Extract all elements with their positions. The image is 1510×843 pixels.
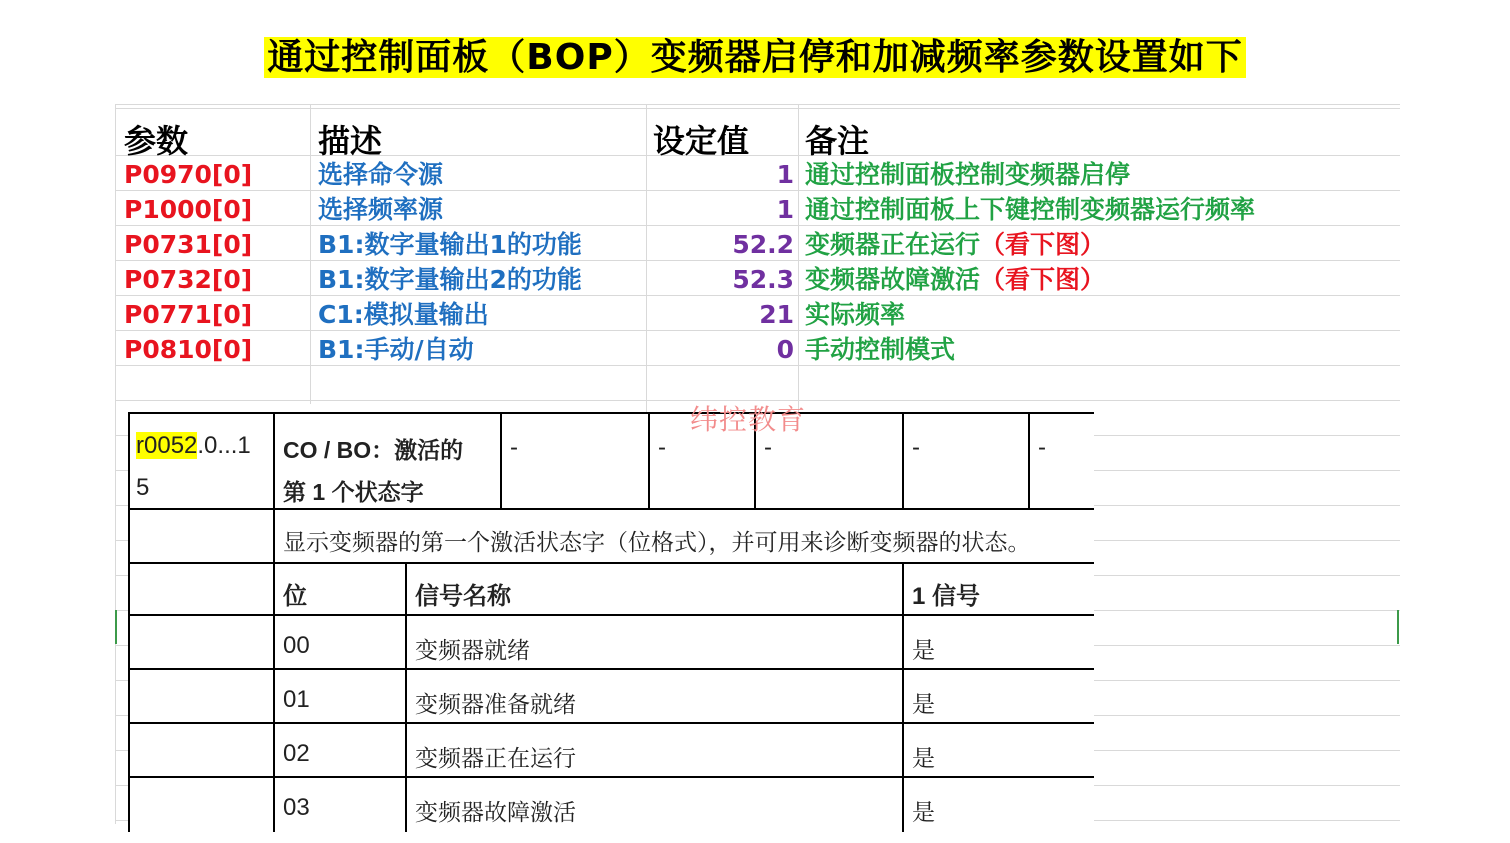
col-one-header: 1 信号 [912,583,981,610]
table-rule [405,562,407,832]
note-text: 通过控制面板控制变频器启停 [805,160,1131,189]
param-code: P0810[0] [124,335,253,364]
table-rule [273,412,275,832]
param-note [805,297,905,332]
header-desc: 描述 [318,122,383,160]
note-text: 变频器故障激活 [805,265,981,294]
note-text: 通过控制面板上下键控制变频器运行频率 [805,195,1256,224]
col-bit-header: 位 [283,583,307,610]
bit-signal: 变频器故障激活 [415,800,576,826]
manual-dash: - [510,434,518,461]
gridline [310,104,311,404]
table-rule [902,562,904,832]
gridline [115,155,1400,156]
param-value: 1 [776,195,794,224]
manual-dash: - [658,434,666,461]
param-code: P0731[0] [124,230,253,259]
table-rule [902,412,904,508]
header-param: 参数 [124,122,189,160]
param-suffix: .0...1 [197,432,251,459]
gridline [115,104,116,824]
gridline [115,108,1400,109]
param-description: 选择命令源 [318,160,444,189]
manual-param-name: CO / BO：激活的 [283,437,464,463]
param-value: 52.3 [732,265,794,294]
bit-signal: 变频器准备就绪 [415,692,576,718]
param-value: 0 [776,335,794,364]
manual-param-id-line2: 5 [136,474,150,501]
manual-dash: - [1038,434,1046,461]
param-code: P0771[0] [124,300,253,329]
param-code: P0732[0] [124,265,253,294]
bit-number: 01 [283,686,310,713]
param-description: B1:手动/自动 [318,335,474,364]
param-note [805,262,1105,297]
bit-number: 00 [283,632,310,659]
param-value: 52.2 [732,230,794,259]
param-value: 21 [759,300,794,329]
param-note [805,157,1130,192]
page-title: 通过控制面板（BOP）变频器启停和加减频率参数设置如下 [264,37,1245,78]
header-value: 设定值 [653,122,750,160]
bit-signal: 变频器就绪 [415,638,530,664]
selection-border [115,610,117,644]
param-code: P0970[0] [124,160,253,189]
param-note [805,332,955,367]
param-note [805,227,1105,262]
page-title-wrap [0,36,1510,80]
bit-signal: 变频器正在运行 [415,746,576,772]
manual-description: 显示变频器的第一个激活状态字（位格式），并可用来诊断变频器的状态。 [283,530,1031,556]
manual-dash: - [764,434,772,461]
watermark: 纬控教育 [690,403,807,436]
table-rule [500,412,502,508]
param-description: B1:数字量输出1的功能 [318,230,582,259]
note-text: 手动控制模式 [805,335,956,364]
col-signal-header: 信号名称 [415,583,511,610]
gridline [115,104,1400,105]
param-highlight: r0052 [136,432,198,459]
param-note [805,192,1255,227]
bit-one: 是 [912,692,935,718]
param-code: P1000[0] [124,195,253,224]
param-description: 选择频率源 [318,195,444,224]
manual-param-name-line2: 第 1 个状态字 [283,479,424,505]
table-rule [648,412,650,508]
manual-param-id [136,432,251,460]
bit-number: 02 [283,740,310,767]
bit-number: 03 [283,794,310,821]
table-rule [1028,412,1030,508]
bit-one: 是 [912,638,935,664]
param-description: C1:模拟量输出 [318,300,489,329]
header-note: 备注 [805,122,870,160]
note-text: 变频器正在运行 [805,230,981,259]
param-value: 1 [776,160,794,189]
bit-one: 是 [912,800,935,826]
bit-one: 是 [912,746,935,772]
manual-dash: - [912,434,920,461]
note-text: 实际频率 [805,300,906,329]
table-rule [128,412,130,832]
param-description: B1:数字量输出2的功能 [318,265,582,294]
manual-excerpt [128,412,1094,832]
note-extra: （看下图） [980,230,1106,259]
note-extra: （看下图） [980,265,1106,294]
selection-border [1397,610,1399,644]
